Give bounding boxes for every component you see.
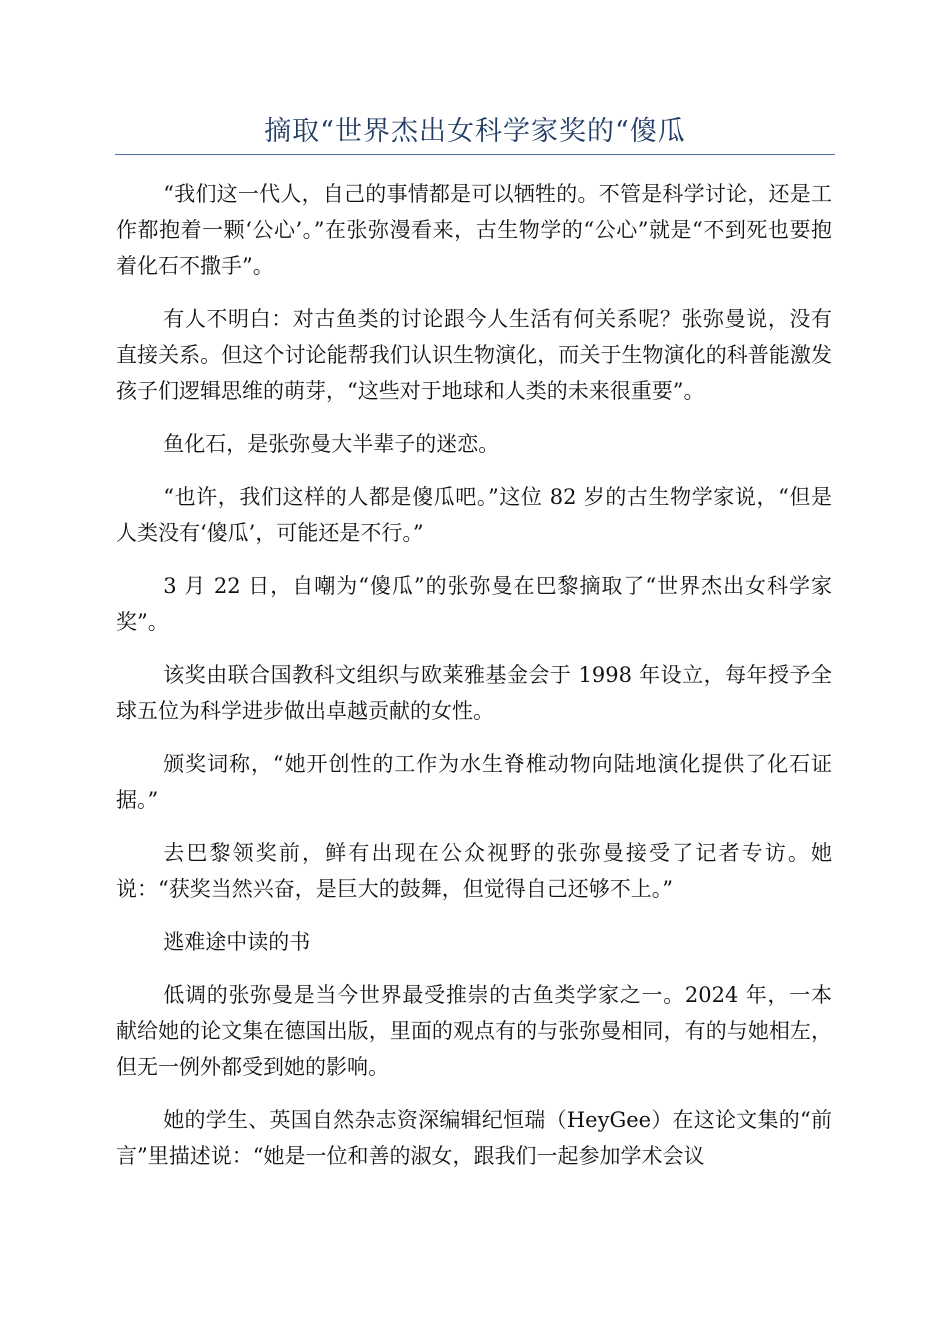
paragraph: 她的学生、英国自然杂志资深编辑纪恒瑞（HeyGee）在这论文集的“前言”里描述说：“她是一位和善的淑女，跟我们一起参加学术会议 [116,1108,832,1168]
document-body [116,176,832,1191]
title-divider [115,154,835,155]
paragraph: “我们这一代人，自己的事情都是可以牺牲的。不管是科学讨论，还是工作都抱着一颗‘公心’。”在张弥漫看来，古生物学的“公心”就是“不到死也要抱着化石不撒手”。 [116,182,832,278]
document-title: 摘取“世界杰出女科学家奖的“傻瓜 [264,116,686,147]
paragraph: “也许，我们这样的人都是傻瓜吧。”这位 82 岁的古生物学家说，“但是人类没有‘傻瓜’，可能还是不行。” [116,485,832,545]
paragraph: 颁奖词称，“她开创性的工作为水生脊椎动物向陆地演化提供了化石证据。” [116,752,832,812]
paragraph: 低调的张弥曼是当今世界最受推崇的古鱼类学家之一。2024 年，一本献给她的论文集在德国出版，里面的观点有的与张弥曼相同，有的与她相左，但无一例外都受到她的影响。 [116,983,832,1079]
paragraph: 去巴黎领奖前，鲜有出现在公众视野的张弥曼接受了记者专访。她说：“获奖当然兴奋，是巨大的鼓舞，但觉得自己还够不上。” [116,841,832,901]
paragraph: 有人不明白：对古鱼类的讨论跟今人生活有何关系呢？张弥曼说，没有直接关系。但这个讨论能帮我们认识生物演化，而关于生物演化的科普能激发孩子们逻辑思维的萌芽，“这些对于地球和人类的未来很重要”。 [116,307,832,403]
paragraph: 该奖由联合国教科文组织与欧莱雅基金会于 1998 年设立，每年授予全球五位为科学进步做出卓越贡献的女性。 [116,663,832,723]
section-heading: 逃难途中读的书 [163,930,311,954]
paragraph: 鱼化石，是张弥曼大半辈子的迷恋。 [163,432,500,456]
paragraph: 3 月 22 日，自嘲为“傻瓜”的张弥曼在巴黎摘取了“世界杰出女科学家奖”。 [116,574,832,634]
